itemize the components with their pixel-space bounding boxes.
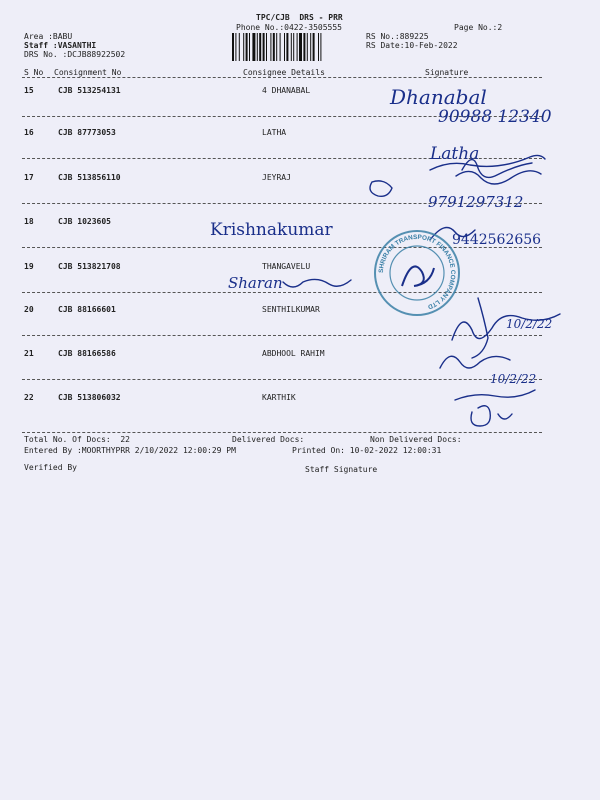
row-consignee-name: ABDHOOL RAHIM xyxy=(262,349,325,358)
row-consignee-name: 4 DHANABAL xyxy=(262,86,311,95)
row-divider xyxy=(22,335,542,336)
phone-number: Phone No.:0422-3505555 xyxy=(236,23,342,32)
row-divider xyxy=(22,379,542,380)
row-sno: 17 xyxy=(24,173,34,182)
row-sno: 16 xyxy=(24,128,34,137)
company-stamp xyxy=(372,228,462,318)
row-sno: 18 xyxy=(24,217,34,226)
col-header-signature: Signature xyxy=(425,68,469,77)
row-sno: 15 xyxy=(24,86,34,95)
handwritten-name-row19: Sharan xyxy=(228,274,283,292)
handwritten-date-row21: 10/2/22 xyxy=(490,372,537,386)
handwritten-name-dhanabal: Dhanabal xyxy=(390,85,487,109)
rs-date: RS Date:10-Feb-2022 xyxy=(366,41,458,50)
area-label: Area :BABU xyxy=(24,32,73,41)
row-consignment-no: CJB 513254131 xyxy=(58,86,121,95)
row-consignment-no: CJB 1023605 xyxy=(58,217,111,226)
row-consignee-name: THANGAVELU xyxy=(262,262,311,271)
row-consignment-no: CJB 88166601 xyxy=(58,305,116,314)
barcode xyxy=(232,33,358,61)
handwritten-name-latha: Latha xyxy=(430,144,480,164)
row-divider xyxy=(22,292,542,293)
non-delivered-docs: Non Delivered Docs: xyxy=(370,435,462,444)
handwritten-name-krishnakumar: Krishnakumar xyxy=(210,220,333,240)
delivered-docs: Delivered Docs: xyxy=(232,435,305,444)
staff-label: Staff :VASANTHI xyxy=(24,41,97,50)
footer-divider xyxy=(22,432,542,433)
col-header-consignment: Consignment No xyxy=(54,68,122,77)
row-consignee-name: SENTHILKUMAR xyxy=(262,305,320,314)
document-title: TPC/CJB DRS - PRR xyxy=(256,13,343,22)
stamp-text: SHRIRAM TRANSPORT FINANCE COMPANY LTD xyxy=(377,233,457,311)
row-sno: 19 xyxy=(24,262,34,271)
handwritten-phone-row17: 9791297312 xyxy=(428,193,524,211)
row-sno: 21 xyxy=(24,349,34,358)
row-consignee-name: JEYRAJ xyxy=(262,173,291,182)
row-consignment-no: CJB 513821708 xyxy=(58,262,121,271)
entered-by: Entered By :MOORTHYPRR 2/10/2022 12:00:29 PM xyxy=(24,446,236,455)
header-divider xyxy=(22,77,542,78)
handwritten-phone-row15: 90988 12340 xyxy=(438,107,552,127)
col-header-sno: S No xyxy=(24,68,44,77)
handwritten-date-row20: 10/2/22 xyxy=(506,317,553,331)
row-consignee-name: KARTHIK xyxy=(262,393,296,402)
handwritten-phone-row18: 9442562656 xyxy=(452,232,542,248)
row-consignment-no: CJB 88166586 xyxy=(58,349,116,358)
row-consignment-no: CJB 513806032 xyxy=(58,393,121,402)
staff-signature: Staff Signature xyxy=(305,465,378,474)
row-consignee-name: LATHA xyxy=(262,128,287,137)
col-header-consignee: Consignee Details xyxy=(243,68,325,77)
rs-number: RS No.:889225 xyxy=(366,32,429,41)
page-number: Page No.:2 xyxy=(454,23,503,32)
row-sno: 22 xyxy=(24,393,34,402)
printed-on: Printed On: 10-02-2022 12:00:31 xyxy=(292,446,442,455)
total-docs: Total No. Of Docs: 22 xyxy=(24,435,130,444)
drs-number: DRS No. :DCJB88922502 xyxy=(24,50,126,59)
row-consignment-no: CJB 87773053 xyxy=(58,128,116,137)
row-sno: 20 xyxy=(24,305,34,314)
verified-by: Verified By xyxy=(24,463,77,472)
row-consignment-no: CJB 513856110 xyxy=(58,173,121,182)
